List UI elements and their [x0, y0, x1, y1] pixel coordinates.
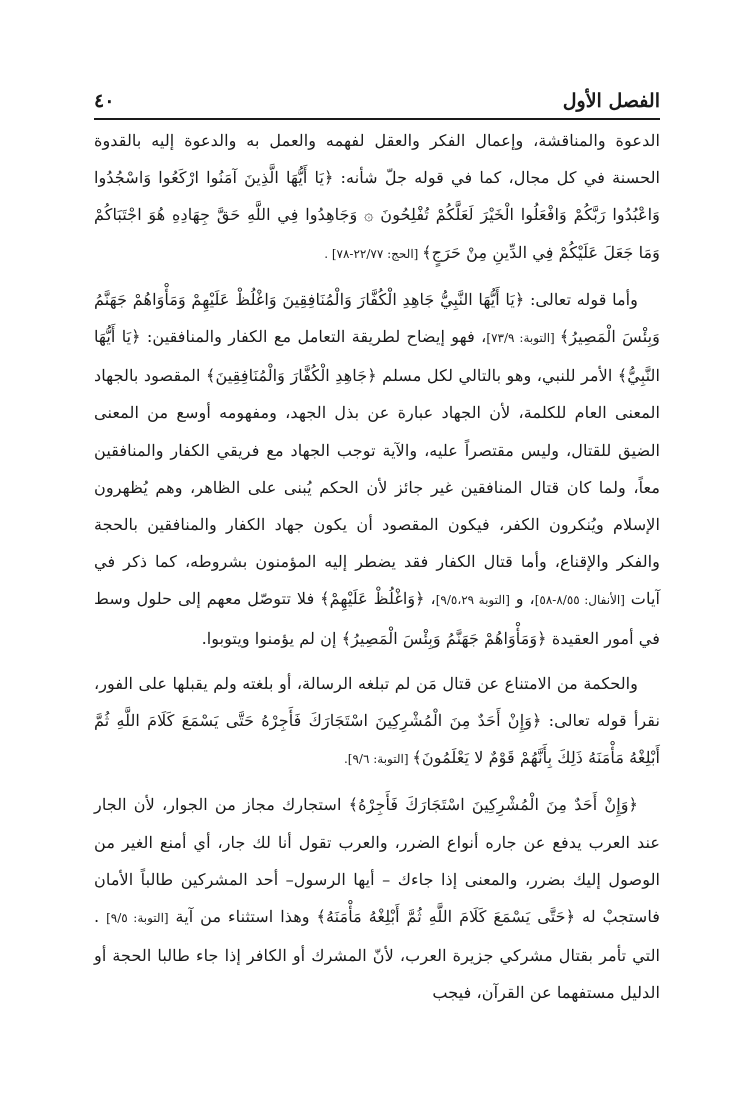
verse-reference: [التوبة: ٧٣/٩]	[486, 331, 560, 346]
paragraph-text: وهذا استثناء من آية	[168, 907, 317, 927]
quran-verse: ﴿يَا أَيُّهَا الَّذِينَ آمَنُوا ارْكَعُوا وَاسْجُدُوا وَاعْبُدُوا رَبَّكُمْ وَافْعَلُوا الْخَيْرَ لَعَلَّكُمْ تُفْلِحُونَ ۞ وَجَاهِدُوا فِي اللَّهِ حَقَّ جِهَادِهِ هُوَ اجْتَبَاكُمْ وَمَا جَعَلَ عَلَيْكُمْ فِي الدِّينِ مِنْ حَرَجٍ﴾	[94, 168, 660, 262]
paragraph-text: الأمر للنبي، وهو بالتالي لكل مسلم	[376, 366, 618, 386]
quran-verse: ﴿يَا أَيُّهَا النَّبِيُّ جَاهِدِ الْكُفَّارَ وَالْمُنَافِقِينَ وَاغْلُظْ عَلَيْهِمْ وَمَأْوَاهُمْ جَهَنَّمُ وَبِئْسَ الْمَصِيرُ﴾	[94, 289, 660, 347]
chapter-title: الفصل الأول	[562, 90, 660, 112]
page-body	[94, 122, 660, 1020]
verse-reference: [التوبة ٩/٥،٢٩]	[435, 593, 510, 608]
paragraph-text: استجارك مجاز من الجوار، لأن الجار عند العرب يدفع عن جاره أنواع الضرر، والعرب تقول أنا لك جار، أي أمنع الغير من الوصول إليك بضرر، والمعنى إذا جاءك – أيها الرسول– أحد المشركين طالباً الأمان فاستجبْ له	[94, 795, 661, 927]
verse-reference: [التوبة: ٩/٥]	[106, 911, 169, 926]
paragraph-text: وأما قوله تعالى:	[524, 289, 638, 309]
paragraph-text: ، و	[509, 589, 535, 609]
paragraph-text: فلا تتوصّل معهم إلى حلول وسط في أمور العقيدة	[94, 589, 660, 648]
paragraph-text: إن لم يؤمنوا ويتوبوا.	[201, 628, 342, 648]
quran-verse: ﴿وَمَأْوَاهُمْ جَهَنَّمُ وَبِئْسَ الْمَصِيرُ﴾	[341, 628, 547, 648]
verse-reference: [الحج: ٢٢/٧٧-٧٨] .	[324, 246, 423, 261]
paragraph-3	[94, 665, 660, 779]
verse-reference: [التوبة: ٩/٦].	[343, 752, 413, 767]
paragraph-text: المقصود بالجهاد المعنى العام للكلمة، لأن الجهاد عبارة عن بذل الجهد، ومفهومه أوسع من المعنى الضيق للقتال، وليس مقتصراً عليه، والآية توجب الجهاد مع فريقي الكفار والمنافقين معاً، ولما كان قتال المنافقين غير جائز لأن الحكم يُبنى على الظاهر، وهم يُظهرون الإسلام ويُنكرون الكفر، فيكون المقصود أن يكون جهاد الكفار والمنافقين بالحجة والفكر والإقناع، وأما قتال الكفار فقد يضطر إليه المؤمنون بشروطه، كما ذكر في آيات	[94, 366, 660, 609]
paragraph-text: الدعوة والمناقشة، وإعمال الفكر والعقل لفهمه والعمل به والدعوة إليه بالقدوة الحسنة في كل مجال، كما في قوله جلّ شأنه:	[94, 131, 661, 188]
quran-verse: ﴿جَاهِدِ الْكُفَّارَ وَالْمُنَافِقِينَ﴾	[205, 366, 377, 386]
page-header	[94, 84, 660, 120]
paragraph-1	[94, 122, 660, 273]
paragraph-text: ، فهو إيضاح لطريقة التعامل مع الكفار والمنافقين:	[140, 327, 487, 347]
quran-verse: ﴿وَإِنْ أَحَدٌ مِنَ الْمُشْرِكِينَ اسْتَجَارَكَ فَأَجِرْهُ حَتَّى يَسْمَعَ كَلَامَ اللَّهِ ثُمَّ أَبْلِغْهُ مَأْمَنَهُ ذَلِكَ بِأَنَّهُمْ قَوْمٌ لا يَعْلَمُونَ﴾	[94, 711, 660, 768]
quran-verse: ﴿يَا أَيُّهَا النَّبِيُّ﴾	[94, 327, 660, 386]
page-number: ٤٠	[94, 90, 115, 112]
paragraph-text: . التي تأمر بقتال مشركي جزيرة العرب، لأنّ المشرك أو الكافر إذا جاء طالبا الحجة أو الدليل مستفهما عن القرآن، فيجب	[94, 907, 660, 1003]
paragraph-text: والحكمة من الامتناع عن قتال مَن لم تبلغه الرسالة، أو بلغته ولم يقبلها على الفور، نقرأ قوله تعالى:	[94, 673, 660, 731]
paragraph-text: ،	[424, 589, 436, 609]
quran-verse: ﴿حَتَّى يَسْمَعَ كَلَامَ اللَّهِ ثُمَّ أَبْلِغْهُ مَأْمَنَهُ﴾	[316, 907, 576, 927]
paragraph-4	[94, 786, 660, 1011]
quran-verse: ﴿وَاغْلُظْ عَلَيْهِمْ﴾	[320, 589, 425, 609]
quran-verse: ﴿وَإِنْ أَحَدٌ مِنَ الْمُشْرِكِينَ اسْتَجَارَكَ فَأَجِرْهُ﴾	[348, 795, 639, 815]
verse-reference: [الأنفال: ٨/٥٥-٥٨]	[534, 593, 625, 608]
paragraph-2	[94, 281, 660, 657]
